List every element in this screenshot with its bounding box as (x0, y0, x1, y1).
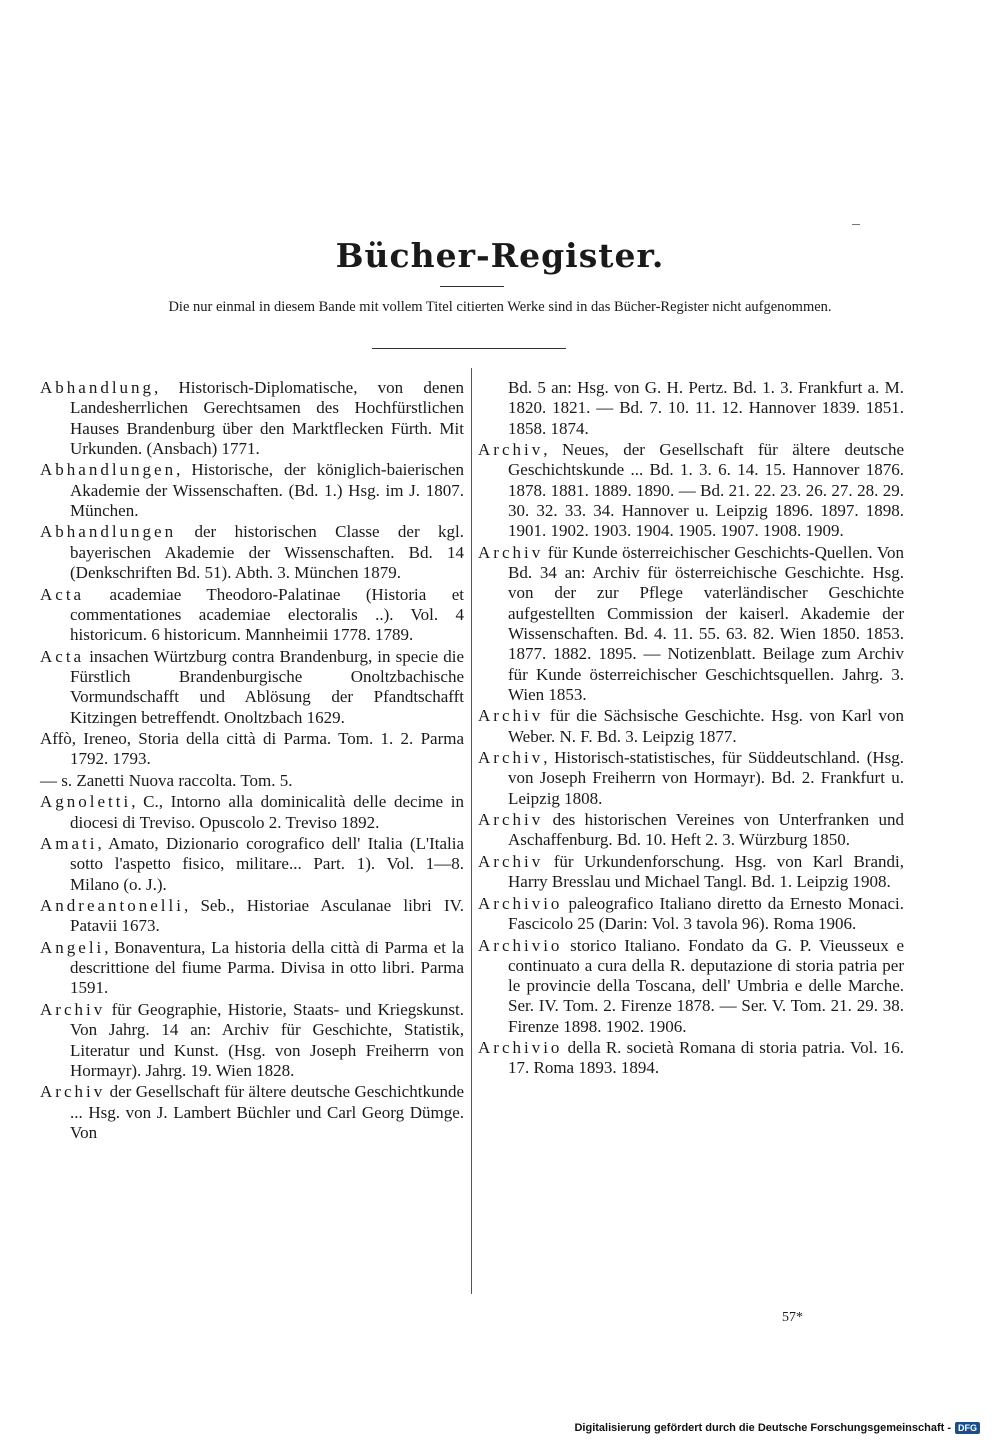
page-title: Bücher-Register. (335, 236, 665, 275)
register-entry (478, 706, 904, 747)
entry-text: des historischen Vereines von Unterfranken und Aschaffenburg. Bd. 10. Heft 2. 3. Würzburg 1850. (508, 810, 904, 850)
entry-text: für Urkundenforschung. Hsg. von Karl Brandi, Harry Bresslau und Michael Tangl. Bd. 1. Leipzig 1908. (508, 851, 904, 892)
entry-keyword: Archiv (478, 851, 544, 871)
entry-keyword: Acta (40, 584, 85, 604)
entry-keyword: Archivio (478, 1038, 563, 1058)
title-rule (440, 286, 504, 287)
register-entry (40, 729, 464, 770)
entry-keyword: Archiv (478, 748, 544, 768)
entry-keyword: Angeli (40, 937, 105, 957)
entry-keyword: Archiv (40, 1082, 106, 1102)
footer (574, 1422, 980, 1434)
register-entry (40, 938, 464, 999)
entry-keyword: Abhandlungen (40, 522, 177, 542)
entry-text: paleografico Italiano diretto da Ernesto Monaci. Fascicolo 25 (Darin: Vol. 3 tavola 96). Roma 1906. (508, 893, 904, 934)
register-entry (40, 585, 464, 646)
left-column (40, 378, 464, 1144)
register-entry (40, 792, 464, 833)
register-entry (478, 852, 904, 893)
entry-text: für die Sächsische Geschichte. Hsg. von Karl von Weber. N. F. Bd. 3. Leipzig 1877. (508, 706, 904, 746)
header-note: Die nur einmal in diesem Bande mit vollem Titel citierten Werke sind in das Bücher-Register nicht aufgenommen. (168, 299, 832, 315)
entry-keyword: Abhandlung (40, 378, 155, 397)
entry-text: , C., Intorno alla dominicalità delle decime in diocesi di Treviso. Opuscolo 2. Treviso 1892. (70, 792, 464, 832)
column-divider (471, 368, 472, 1294)
register-entry (478, 440, 904, 541)
entry-text: , Amato, Dizionario corografico dell' Italia (L'Italia sotto l'aspetto fisico, militare... Part. 1). Vol. 1—8. Milano (o. J.). (70, 834, 464, 894)
entry-keyword: Archiv (40, 999, 106, 1019)
entry-text: für Geographie, Historie, Staats- und Kriegskunst. Von Jahrg. 14 an: Archiv für Geschichte, Statistik, Literatur und Kunst. (Hsg. von Joseph Freiherrn von Hormayr). Jahrg. 19. Wien 1828. (70, 999, 464, 1080)
entry-text: Affò, Ireneo, Storia della città di Parma. Tom. 1. 2. Parma 1792. 1793. (40, 728, 464, 769)
entry-keyword: Archiv (478, 542, 544, 562)
register-entry (40, 378, 464, 459)
entry-text: Bd. 5 an: Hsg. von G. H. Pertz. Bd. 1. 3. Frankfurt a. M. 1820. 1821. — Bd. 7. 10. 11. 12. Hannover 1839. 1851. 1858. 1874. (508, 378, 904, 438)
entry-text: , Bonaventura, La historia della città di Parma et la descrittione del fiume Parma. Divisa in otto libri. Parma 1591. (70, 937, 464, 998)
register-entry (478, 543, 904, 705)
entry-text: , Historische, der königlich-baierischen Akademie der Wissenschaften. (Bd. 1.) Hsg. im J. 1807. München. (70, 460, 464, 520)
register-entry (478, 936, 904, 1037)
entry-keyword: Agnoletti (40, 792, 132, 812)
entry-keyword: Andreantonelli (40, 896, 184, 916)
register-entry (40, 834, 464, 895)
page-number: 57* (782, 1310, 803, 1325)
note-rule (372, 348, 566, 349)
entry-keyword: Archivio (478, 893, 563, 913)
entry-text: der historischen Classe der kgl. bayerischen Akademie der Wissenschaften. Bd. 14 (Denkschriften Bd. 51). Abth. 3. München 1879. (70, 522, 464, 583)
footer-text: Digitalisierung gefördert durch die Deutsche Forschungsgemeinschaft - (574, 1422, 951, 1434)
entry-text: , Neues, der Gesellschaft für ältere deutsche Geschichtskunde ... Bd. 1. 3. 6. 14. 15. Hannover 1876. 1878. 1881. 1889. 1890. — Bd. 21. 22. 23. 26. 27. 28. 29. 30. 32. 33. 34. Hannover u. Leipzig 1896. 1897. 1898. 1901. 1902. 1903. 1904. 1905. 1907. 1908. 1909. (508, 440, 904, 541)
register-entry (478, 378, 904, 439)
entry-keyword: Archiv (478, 810, 544, 830)
entry-text: der Gesellschaft für ältere deutsche Geschichtkunde ... Hsg. von J. Lambert Büchler und Carl Georg Dümge. Von (70, 1082, 464, 1142)
right-column (478, 378, 904, 1080)
entry-text: storico Italiano. Fondato da G. P. Vieusseux e continuato a cura della R. deputazione di storia patria per le provincie della Toscana, dell' Umbria e delle Marche. Ser. IV. Tom. 2. Firenze 1878. — Ser. V. Tom. 21. 29. 38. Firenze 1898. 1902. 1906. (508, 935, 904, 1036)
entry-keyword: Abhandlungen (40, 460, 177, 480)
register-entry (40, 1082, 464, 1143)
register-entry (478, 810, 904, 851)
entry-keyword: Archiv (478, 440, 544, 460)
register-entry (478, 1038, 904, 1079)
entry-keyword: Archiv (478, 706, 544, 726)
register-entry (40, 771, 464, 791)
register-entry (40, 896, 464, 937)
entry-text: della R. società Romana di storia patria. Vol. 16. 17. Roma 1893. 1894. (508, 1038, 904, 1078)
entry-text: insachen Würtzburg contra Brandenburg, in specie die Fürstlich Brandenburgische Onoltzbachische Vormundschafft und Ablösung der Pfandtschafft Kitzingen betreffendt. Onoltzbach 1629. (70, 646, 464, 727)
entry-text: academiae Theodoro-Palatinae (Historia et commentationes academiae electoralis ..). Vol. 4 historicum. 6 historicum. Mannheimii 1778. 1789. (70, 584, 464, 645)
entry-text: , Historisch-statistisches, für Süddeutschland. (Hsg. von Joseph Freiherrn von Hormayr). Bd. 2. Frankfurt u. Leipzig 1808. (508, 748, 904, 808)
register-entry (40, 647, 464, 728)
dfg-logo: DFG (955, 1422, 980, 1434)
register-entry (40, 460, 464, 521)
scan-mark (852, 224, 860, 225)
entry-keyword: Amati (40, 834, 98, 854)
entry-text: , Seb., Historiae Asculanae libri IV. Patavii 1673. (70, 896, 464, 936)
entry-keyword: Archivio (478, 935, 563, 955)
register-entry (40, 1000, 464, 1081)
register-entry (40, 522, 464, 583)
entry-keyword: Acta (40, 646, 85, 666)
entry-text: , Historisch-Diplomatische, von denen Landesherrlichen Gerechtsamen des Hochfürstlichen Hauses Brandenburg über den Marktflecken Fürth. Mit Urkunden. (Ansbach) 1771. (70, 378, 464, 458)
register-entry (478, 894, 904, 935)
entry-text: für Kunde österreichischer Geschichts-Quellen. Von Bd. 34 an: Archiv für österreichische Geschichte. Hsg. von der zur Pflege vaterländischer Geschichte aufgestellten Commission der kaiserl. Akademie der Wissenschaften. Bd. 4. 11. 55. 63. 82. Wien 1850. 1853. 1877. 1882. 1895. — Notizenblatt. Beilage zum Archiv für Kunde österreichischer Geschichtsquellen. Jahrg. 3. Wien 1853. (508, 542, 904, 704)
entry-text: — s. Zanetti Nuova raccolta. Tom. 5. (40, 770, 293, 790)
register-entry (478, 748, 904, 809)
